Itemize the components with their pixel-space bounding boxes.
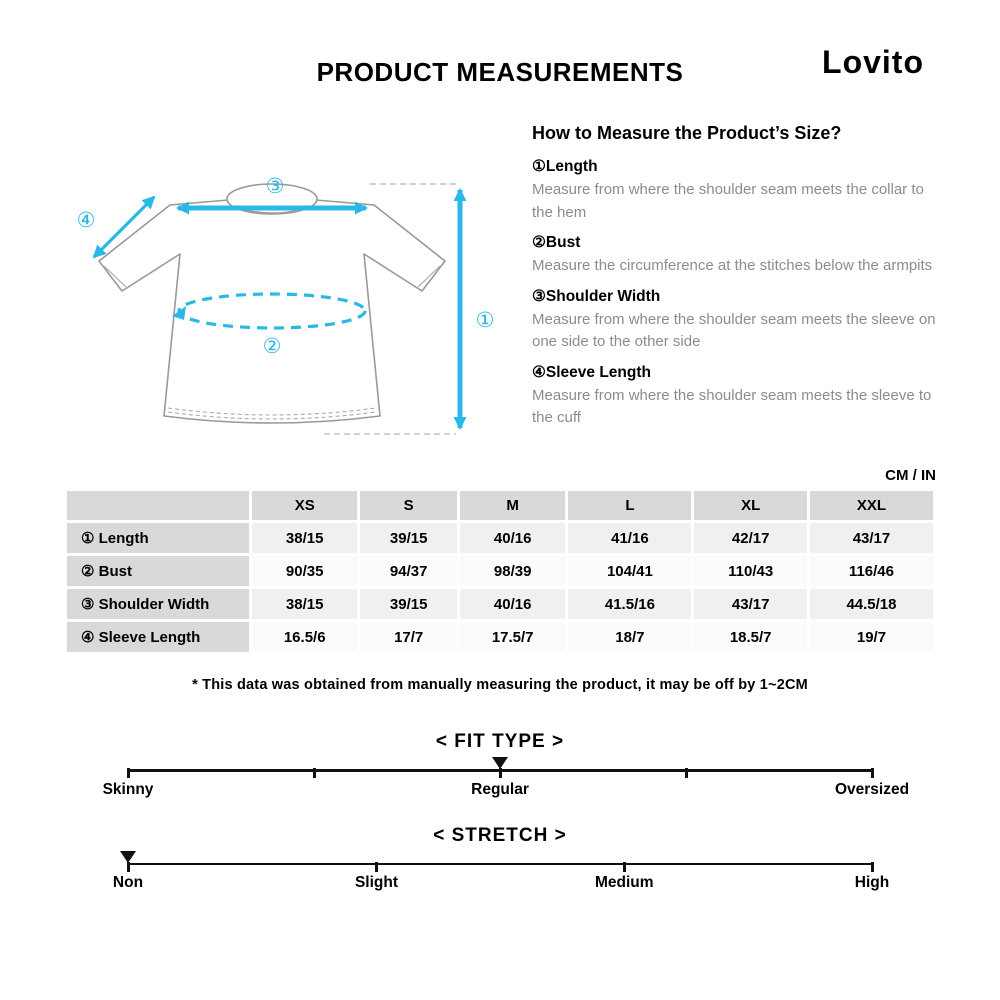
guide-item-description: Measure from where the shoulder seam meets the collar to the hem [532,181,924,221]
measurement-value: 94/37 [360,556,457,586]
scale-track [128,769,872,772]
measurement-value: 38/15 [252,589,357,619]
measurement-value: 41/16 [568,523,691,553]
guide-item-number: ① [532,158,546,175]
scale-label: Regular [471,780,529,798]
scale-tick [871,768,874,778]
table-row [67,589,933,619]
scale-label: Medium [594,874,654,891]
measurement-value: 18/7 [568,622,691,652]
scales [0,731,1000,896]
length-callout-number: ① [475,309,495,332]
scale-tick [685,768,688,778]
column-header: XXL [810,491,933,520]
scale-labels [112,874,890,896]
column-header: XL [694,491,806,520]
scale-tick [375,862,378,872]
scale-tick [623,862,626,872]
column-header: S [360,491,457,520]
row-label: ② Bust [67,556,249,586]
guide-item-title [532,363,936,382]
table-row [67,556,933,586]
guide-heading: How to Measure the Product’s Size? [532,123,842,143]
scale-title: < STRETCH > [433,824,567,846]
guide-item-description: Measure the circumference at the stitches below the armpits [532,257,933,274]
measurement-value: 90/35 [252,556,357,586]
column-header: XS [252,491,357,520]
measurement-value: 43/17 [810,523,933,553]
table-corner-cell [67,491,249,520]
measurement-value: 98/39 [460,556,565,586]
scale-label: High [854,874,890,891]
measurement-value: 19/7 [810,622,933,652]
scale-fit-type [0,731,1000,803]
scale-tick [127,768,130,778]
guide-item-number: ④ [532,363,546,381]
sleeve-callout-number: ④ [76,209,96,232]
table-row [67,523,933,553]
measurement-value: 39/15 [360,589,457,619]
scale-label: Oversized [834,780,910,798]
guide-item-description: Measure from where the shoulder seam meets the sleeve to the cuff [532,386,932,426]
measurement-value: 17/7 [360,622,457,652]
scale-label: Skinny [102,780,154,798]
scale-label: Slight [354,874,399,891]
scale-tick [499,768,502,778]
measurement-value: 40/16 [460,589,565,619]
guide-item-title [532,287,936,306]
table-header-row [67,491,933,520]
scale-tick [871,862,874,872]
measure-guide [532,123,936,430]
guide-item-label: Sleeve Length [545,363,651,381]
guide-item-title [532,157,936,176]
column-header: L [568,491,691,520]
row-label: ④ Sleeve Length [67,622,249,652]
measurement-value: 44.5/18 [810,589,933,619]
size-table [64,488,936,655]
guide-item-label: Shoulder Width [545,287,661,305]
row-label: ① Length [67,523,249,553]
measurement-value: 16.5/6 [252,622,357,652]
table-row [67,622,933,652]
measurement-value: 42/17 [694,523,806,553]
guide-item-number: ② [532,234,546,251]
shoulder-callout-number: ③ [265,175,285,198]
measurement-value: 104/41 [568,556,691,586]
measurement-value: 18.5/7 [694,622,806,652]
table-footnote: * This data was obtained from manually measuring the product, it may be off by 1~2CM [192,677,808,693]
bust-callout-number: ② [262,335,282,358]
measurement-value: 39/15 [360,523,457,553]
scale-track [128,863,872,866]
scale-marker-triangle [120,851,136,863]
tshirt-diagram [52,166,532,466]
scale-title: < FIT TYPE > [435,731,565,752]
guide-item-description: Measure from where the shoulder seam meets the sleeve on one side to the other side [532,310,936,350]
page-title: PRODUCT MEASUREMENTS [316,57,684,87]
measurement-value: 38/15 [252,523,357,553]
scale-stretch [0,825,1000,897]
guide-item-title [532,233,936,252]
measurement-value: 41.5/16 [568,589,691,619]
measurement-value: 43/17 [694,589,806,619]
tshirt-illustration [52,166,532,466]
scale-labels [102,780,910,803]
scale-marker-triangle [492,757,508,769]
unit-label: CM / IN [885,467,936,484]
scale-tick [313,768,316,778]
brand-logo: Lovito [822,44,924,80]
scale-tick [127,862,130,872]
column-header: M [460,491,565,520]
measurement-value: 116/46 [810,556,933,586]
scale-label: Non [112,874,144,891]
guide-item-number: ③ [532,287,546,305]
measurement-value: 110/43 [694,556,806,586]
guide-items [532,157,936,430]
measurement-value: 40/16 [460,523,565,553]
row-label: ③ Shoulder Width [67,589,249,619]
guide-item-label: Length [545,158,598,175]
tshirt-body-outline [99,200,445,423]
measurement-value: 17.5/7 [460,622,565,652]
guide-item-label: Bust [545,234,581,251]
